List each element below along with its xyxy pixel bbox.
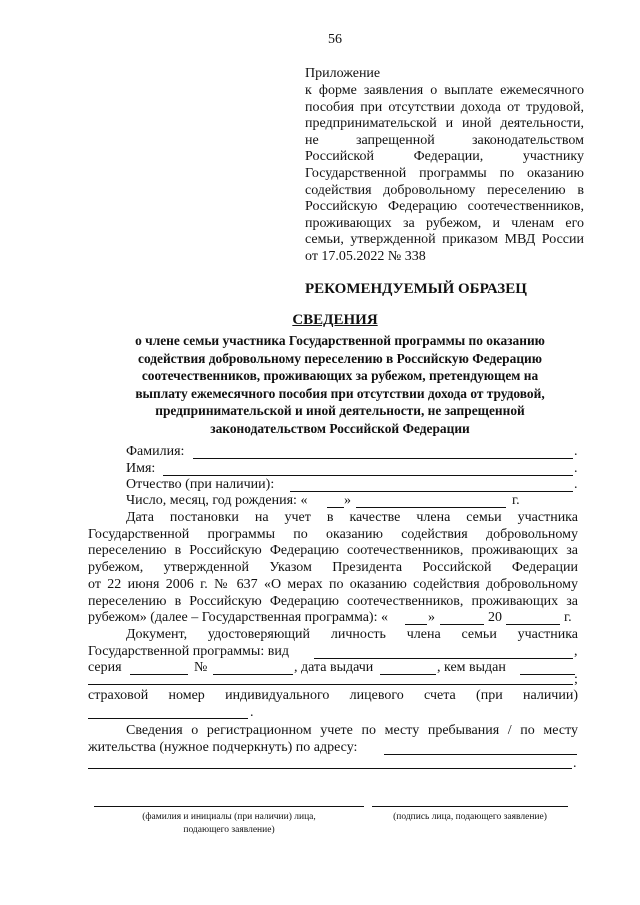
appendix-title: Приложение — [305, 66, 381, 81]
subheading-line: о члене семьи участника Государственной программы по оказанию — [135, 333, 545, 348]
year-suffix: г. — [512, 493, 520, 508]
appendix-line: содействия добровольному переселению в — [305, 182, 584, 198]
program-day-field[interactable] — [405, 624, 427, 625]
document-paragraph — [88, 627, 578, 644]
document-type-label: Государственной программы: вид — [88, 644, 289, 659]
issued-by-field[interactable] — [520, 674, 575, 675]
period: . — [250, 705, 254, 720]
birth-month-year-field[interactable] — [356, 507, 506, 508]
document-heading: СВЕДЕНИЯ — [292, 312, 378, 328]
period: . — [573, 756, 577, 771]
birth-date-label: Число, месяц, год рождения: « — [126, 493, 308, 508]
registration-paragraph — [88, 510, 578, 610]
quote-close: » — [428, 610, 435, 625]
caption-line: подающего заявление) — [183, 825, 275, 835]
birth-day-field[interactable] — [327, 507, 344, 508]
appendix-line: семьи, утвержденной приказом МВД России — [305, 232, 584, 248]
issue-date-label: , дата выдачи — [294, 660, 374, 675]
subheading-line: выплату ежемесячного пособия при отсутствии дохода от трудовой, — [135, 385, 545, 401]
insurance-label: страховой номер индивидуального лицевого счета (при наличии) — [88, 688, 578, 703]
number-field[interactable] — [213, 674, 293, 675]
insurance-number-field[interactable] — [88, 718, 248, 719]
period: . — [574, 444, 578, 459]
year-prefix: 20 — [488, 610, 502, 625]
surname-field[interactable] — [193, 458, 573, 459]
patronymic-field[interactable] — [290, 491, 573, 492]
paragraph-line: Дата постановки на учет в качестве члена семьи участника — [126, 510, 578, 525]
address-paragraph — [88, 723, 578, 740]
page-number: 56 — [328, 32, 342, 47]
document-subheading — [95, 332, 585, 437]
document-type-field[interactable] — [314, 658, 573, 659]
period: . — [574, 461, 578, 476]
name-field[interactable] — [163, 475, 573, 476]
appendix-line: предпринимательской и иной деятельности, — [305, 116, 584, 132]
surname-label: Фамилия: — [126, 444, 185, 459]
appendix-text — [305, 83, 584, 266]
appendix-order-ref: от 17.05.2022 № 338 — [305, 248, 426, 264]
signature-caption — [372, 811, 568, 824]
address-field-continued[interactable] — [88, 768, 572, 769]
paragraph-line: переселению в Российскую Федерацию соотечественников, проживающих за — [88, 543, 578, 559]
appendix-line: к форме заявления о выплате ежемесячного — [305, 83, 584, 98]
paragraph-line: Государственной программы по оказанию содействия добровольному — [88, 526, 578, 542]
subheading-line: соотечественников, проживающих за рубежом, претендующем на — [141, 368, 539, 383]
quote-close: » — [344, 493, 351, 508]
paragraph-line: переселению в Российскую Федерацию соотечественников, проживающих за — [88, 593, 578, 609]
subheading-line: законодательством Российской Федерации — [210, 420, 470, 436]
paragraph-line: от 22 июня 2006 г. № 637 «О мерах по оказанию содействия добровольному — [88, 576, 578, 592]
address-label: жительства (нужное подчеркнуть) по адресу: — [88, 740, 358, 755]
name-signature-line[interactable] — [94, 806, 364, 807]
patronymic-label: Отчество (при наличии): — [126, 477, 275, 492]
subheading-line: содействия добровольному переселению в Российскую Федерацию — [138, 350, 542, 366]
issue-date-field[interactable] — [380, 674, 436, 675]
number-label: № — [194, 660, 208, 675]
program-month-field[interactable] — [440, 624, 484, 625]
year-suffix: г. — [564, 610, 572, 625]
issued-by-field-continued[interactable] — [88, 684, 573, 685]
appendix-line: проживающих за рубежом, и членам его — [305, 215, 584, 231]
issued-by-label: , кем выдан — [437, 660, 506, 675]
signature-line[interactable] — [372, 806, 568, 807]
name-signature-caption — [94, 811, 364, 837]
semicolon: ; — [574, 672, 578, 687]
subheading-line: предпринимательской и иной деятельности, не запрещенной — [155, 403, 525, 418]
program-date-label: рубежом» (далее – Государственная программа): « — [88, 610, 388, 625]
address-field[interactable] — [384, 754, 577, 755]
paragraph-line: рубежом, утвержденной Указом Президента Российской Федерации — [88, 560, 578, 576]
address-line: Сведения о регистрационном учете по месту пребывания / по месту — [126, 723, 578, 738]
program-year-field[interactable] — [506, 624, 560, 625]
comma: , — [574, 644, 578, 659]
appendix-line: пособия при отсутствии дохода от трудовой, — [305, 99, 584, 115]
series-label: серия — [88, 660, 122, 675]
insurance-paragraph — [88, 688, 578, 705]
recommended-sample-label: РЕКОМЕНДУЕМЫЙ ОБРАЗЕЦ — [305, 281, 527, 297]
caption-line: (подпись лица, подающего заявление) — [393, 812, 547, 822]
document-line: Документ, удостоверяющий личность члена семьи участника — [126, 627, 578, 642]
series-field[interactable] — [130, 674, 188, 675]
caption-line: (фамилия и инициалы (при наличии) лица, — [142, 812, 316, 822]
appendix-line: Российской Федерации, участнику — [305, 149, 584, 165]
name-label: Имя: — [126, 461, 156, 476]
period: . — [574, 477, 578, 492]
appendix-line: не запрещенной законодательством — [305, 132, 584, 148]
appendix-line: Российскую Федерацию соотечественников, — [305, 199, 584, 215]
appendix-line: Государственной программы по оказанию — [305, 165, 584, 181]
